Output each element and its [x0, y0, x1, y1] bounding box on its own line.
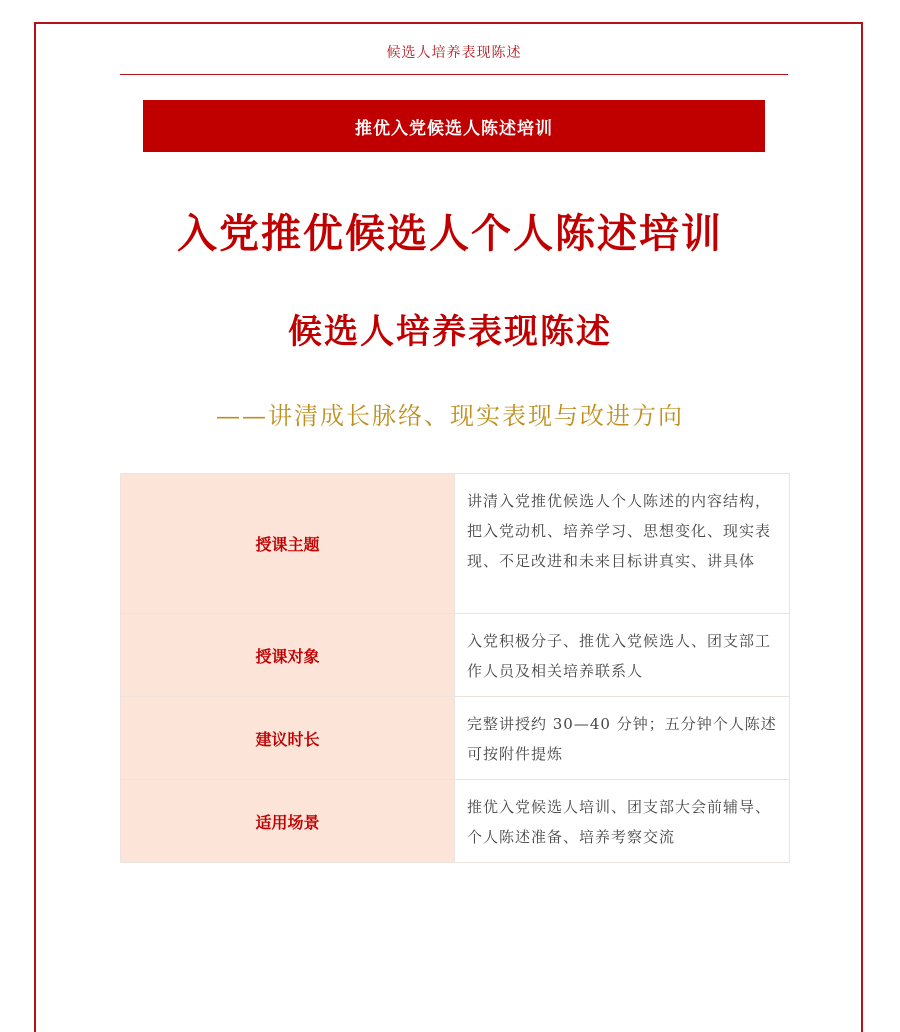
row-value: 讲清入党推优候选人个人陈述的内容结构，把入党动机、培养学习、思想变化、现实表现、不足改进和未来目标讲真实、讲具体 — [455, 474, 790, 614]
table-row-topic — [121, 474, 790, 614]
row-label: 授课主题 — [121, 474, 455, 614]
table-row-scene — [121, 780, 790, 863]
title-banner — [143, 100, 765, 152]
row-label: 授课对象 — [121, 614, 455, 697]
sub-title: 候选人培养表现陈述 — [288, 312, 612, 352]
running-header: 候选人培养表现陈述 — [386, 45, 522, 61]
header-divider — [120, 74, 788, 75]
row-value: 入党积极分子、推优入党候选人、团支部工作人员及相关培养联系人 — [455, 614, 790, 697]
row-label: 适用场景 — [121, 780, 455, 863]
course-info-table — [120, 473, 790, 863]
banner-text: 推优入党候选人陈述培训 — [355, 118, 553, 139]
table-row-duration — [121, 697, 790, 780]
table-row-audience — [121, 614, 790, 697]
row-value: 完整讲授约 30—40 分钟；五分钟个人陈述可按附件提炼 — [455, 697, 790, 780]
row-value: 推优入党候选人培训、团支部大会前辅导、个人陈述准备、培养考察交流 — [455, 780, 790, 863]
main-title: 入党推优候选人个人陈述培训 — [177, 211, 723, 257]
row-label: 建议时长 — [121, 697, 455, 780]
tagline: ——讲清成长脉络、现实表现与改进方向 — [216, 402, 684, 430]
